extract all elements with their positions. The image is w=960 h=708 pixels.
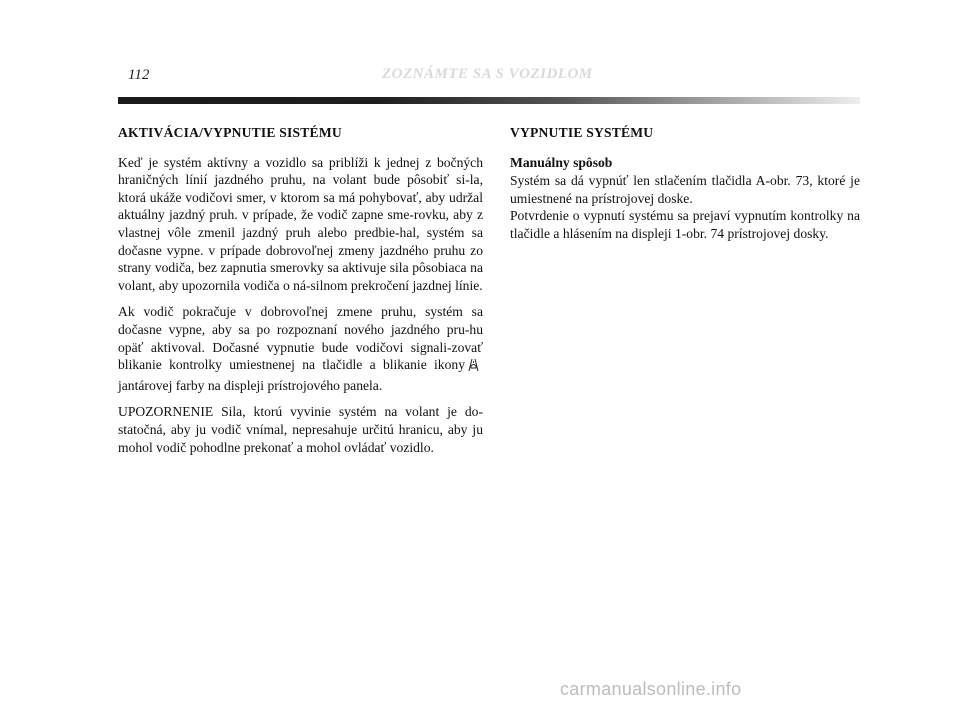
lane-keeping-icon [468,358,479,377]
paragraph-warning: UPOZORNENIE Sila, ktorú vyvinie systém na volant je do-statočná, aby ju vodič vnímal, nepresahuje určitú hranicu, aby ju mohol vodič pohodlne prekonať a mohol ovládať vozidlo. [118,404,483,455]
subheading-manual: Manuálny spôsob [510,154,613,170]
paragraph-deactivation-2: Potvrdenie o vypnutí systému sa prejaví vypnutím kontrolky na tlačidle a hlásením na displeji 1-obr. 74 prístrojovej dosky. [510,208,860,241]
paragraph-activation-2-tail: jantárovej farby na displeji prístrojového panela. [118,377,383,393]
section-heading-activation: AKTIVÁCIA/VYPNUTIE SISTÉMU [118,125,342,140]
header-rule [118,97,860,104]
watermark: carmanualsonline.info [560,679,742,699]
page-number: 112 [128,67,150,83]
paragraph-activation-2 [118,303,483,394]
running-title: ZOZNÁMTE SA S VOZIDLOM [382,66,593,82]
paragraph-activation-1: Keď je systém aktívny a vozidlo sa priblíži k jednej z bočných hraničných línií jazdného pruhu, na volant bude pôsobiť si-la, ktorá ukáže vodičovi smer, v ktorom sa má pohybovať, aby udržal aktuálny jazdný pruh. v prípade, že vodič zapne sme-rovku, aby z vlastnej vôle zmenil jazdný pruh alebo predbie-hal, systém sa dočasne vypne. v prípade dobrovoľnej zmeny jazdného pruhu zo strany vodiča, bez zapnutia smerovky sa aktivuje sila pôsobiaca na volant, aby upozornila vodiča o ná-silnom prekročení jazdnej línie. [118,154,483,293]
section-heading-deactivation: VYPNUTIE SYSTÉMU [510,125,654,140]
right-column [510,124,860,243]
left-column [118,124,483,465]
paragraph-activation-2-text: Ak vodič pokračuje v dobrovoľnej zmene pruhu, systém sa dočasne vypne, aby sa po rozpoznaní nového jazdného pru-hu opäť aktivoval. Dočasné vypnutie bude vodičovi signali-zovať blikanie kontrolky umiestnenej na tlačidle a blikanie ikony [118,304,483,373]
paragraph-deactivation-1: Systém sa dá vypnúť len stlačením tlačidla A-obr. 73, ktoré je umiestnené na prístrojovej doske. [510,173,860,206]
